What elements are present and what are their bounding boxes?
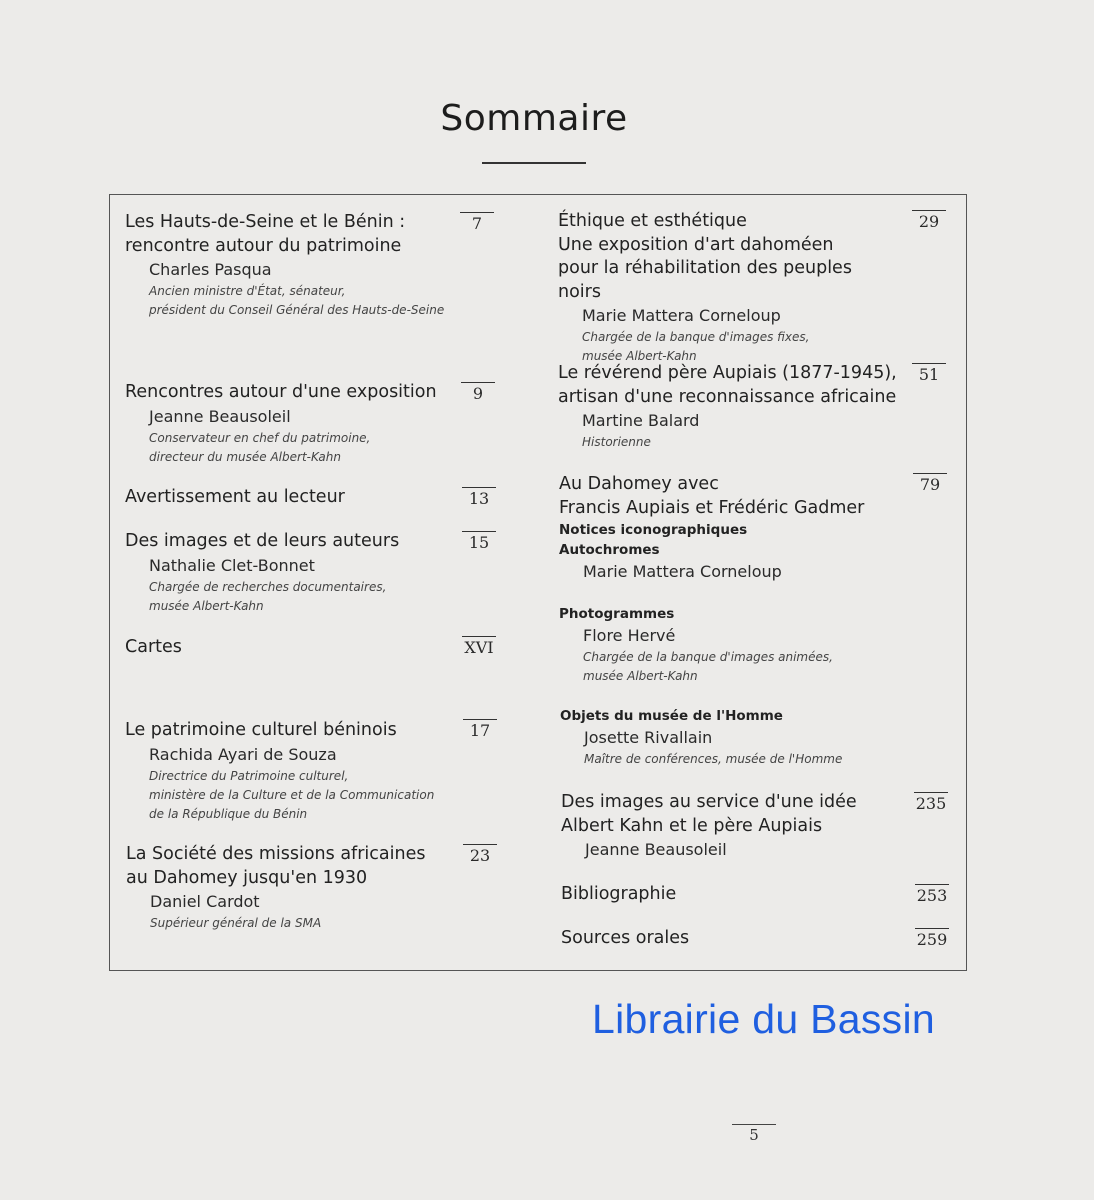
toc-entry[interactable] <box>125 381 445 467</box>
toc-entry-author: Martine Balard <box>582 411 700 430</box>
toc-entry[interactable] <box>561 791 901 862</box>
toc-page-number: 79 <box>913 473 947 495</box>
toc-entry-note: Directrice du Patrimoine culturel, ministère de la Culture et de la Communication de la République du Bénin <box>149 768 435 821</box>
toc-entry-author: Rachida Ayari de Souza <box>149 744 337 764</box>
toc-entry[interactable] <box>561 883 901 907</box>
toc-entry-title: Éthique et esthétique Une exposition d'art dahoméen pour la réhabilitation des peuples noirs <box>558 211 852 302</box>
toc-page-number: 17 <box>463 719 497 741</box>
toc-entry-note: Ancien ministre d'État, sénateur, président du Conseil Général des Hauts-de-Seine <box>149 284 445 317</box>
toc-entry[interactable] <box>125 719 445 824</box>
toc-entry-title: Au Dahomey avec Francis Aupiais et Frédéric Gadmer <box>559 474 865 518</box>
toc-entry-title: Rencontres autour d'une exposition <box>125 382 437 402</box>
toc-entry[interactable] <box>560 706 900 769</box>
toc-entry-title: Bibliographie <box>561 884 677 904</box>
toc-page-number: 259 <box>916 930 948 949</box>
toc-entry-title: La Société des missions africaines au Dahomey jusqu'en 1930 <box>126 844 426 888</box>
toc-entry[interactable] <box>125 486 445 510</box>
toc-entry-note: Maître de conférences, musée de l'Homme <box>584 752 843 766</box>
toc-entry-subheading: Photogrammes <box>559 606 675 622</box>
toc-entry-title: Le révérend père Aupiais (1877-1945), artisan d'une reconnaissance africaine <box>558 363 897 407</box>
toc-entry-title: Les Hauts-de-Seine et le Bénin : rencontre autour du patrimoine <box>125 212 406 256</box>
toc-entry-note: Historienne <box>582 435 651 449</box>
toc-entry-title: Avertissement au lecteur <box>125 487 345 507</box>
toc-entry[interactable] <box>125 636 445 660</box>
toc-page-number: 253 <box>916 886 948 905</box>
toc-entry-title: Le patrimoine culturel béninois <box>125 720 397 740</box>
watermark-text: Librairie du Bassin <box>592 996 935 1042</box>
toc-entry[interactable] <box>558 210 898 366</box>
toc-page-number: 29 <box>912 210 946 232</box>
toc-entry[interactable] <box>125 211 445 320</box>
toc-entry-author: Charles Pasqua <box>149 260 272 279</box>
toc-entry[interactable] <box>559 473 899 584</box>
toc-entry-title: Sources orales <box>561 928 690 948</box>
toc-entry-note: Chargée de la banque d'images animées, musée Albert-Kahn <box>583 650 833 683</box>
toc-entry[interactable] <box>125 530 445 616</box>
toc-entry-note: Conservateur en chef du patrimoine, directeur du musée Albert-Kahn <box>149 430 371 464</box>
toc-entry-author: Jeanne Beausoleil <box>585 840 727 859</box>
toc-entry-note: Supérieur général de la SMA <box>150 916 322 930</box>
toc-entry-author: Josette Rivallain <box>584 728 713 747</box>
toc-entry-subheading: Autochromes <box>559 542 660 558</box>
toc-entry-author: Daniel Cardot <box>150 892 260 911</box>
toc-entry-title: Cartes <box>125 637 182 657</box>
toc-page-number: 13 <box>462 487 496 509</box>
toc-entry-author: Nathalie Clet-Bonnet <box>149 555 315 575</box>
toc-entry-note: Chargée de recherches documentaires, musée Albert-Kahn <box>149 579 387 613</box>
toc-entry-author: Flore Hervé <box>583 626 676 645</box>
toc-entry-author: Marie Mattera Corneloup <box>583 562 782 581</box>
toc-page-number: 9 <box>461 382 495 404</box>
toc-entry-note: Chargée de la banque d'images fixes, musée Albert-Kahn <box>582 330 810 363</box>
toc-entry-subheading: Notices iconographiques <box>559 522 748 538</box>
title-underline <box>482 162 586 164</box>
folio-page-number: 5 <box>732 1124 776 1144</box>
toc-page-number: 7 <box>460 212 494 234</box>
toc-entry[interactable] <box>126 843 446 933</box>
page-title: Sommaire <box>440 98 628 139</box>
toc-entry-author: Jeanne Beausoleil <box>149 406 291 426</box>
toc-entry[interactable] <box>558 362 898 452</box>
toc-entry-title: Des images au service d'une idée Albert Kahn et le père Aupiais <box>561 792 857 836</box>
toc-page-number: 235 <box>915 794 947 813</box>
toc-entry-title: Des images et de leurs auteurs <box>125 531 400 551</box>
toc-entry[interactable] <box>561 927 901 951</box>
toc-page-number: 15 <box>462 531 496 553</box>
toc-page-number: XVI <box>462 636 496 658</box>
toc-entry[interactable] <box>559 604 899 686</box>
toc-page-number: 23 <box>463 844 497 866</box>
toc-entry-subheading: Objets du musée de l'Homme <box>560 708 783 724</box>
toc-page-number: 51 <box>912 363 946 385</box>
toc-entry-author: Marie Mattera Corneloup <box>582 306 781 325</box>
